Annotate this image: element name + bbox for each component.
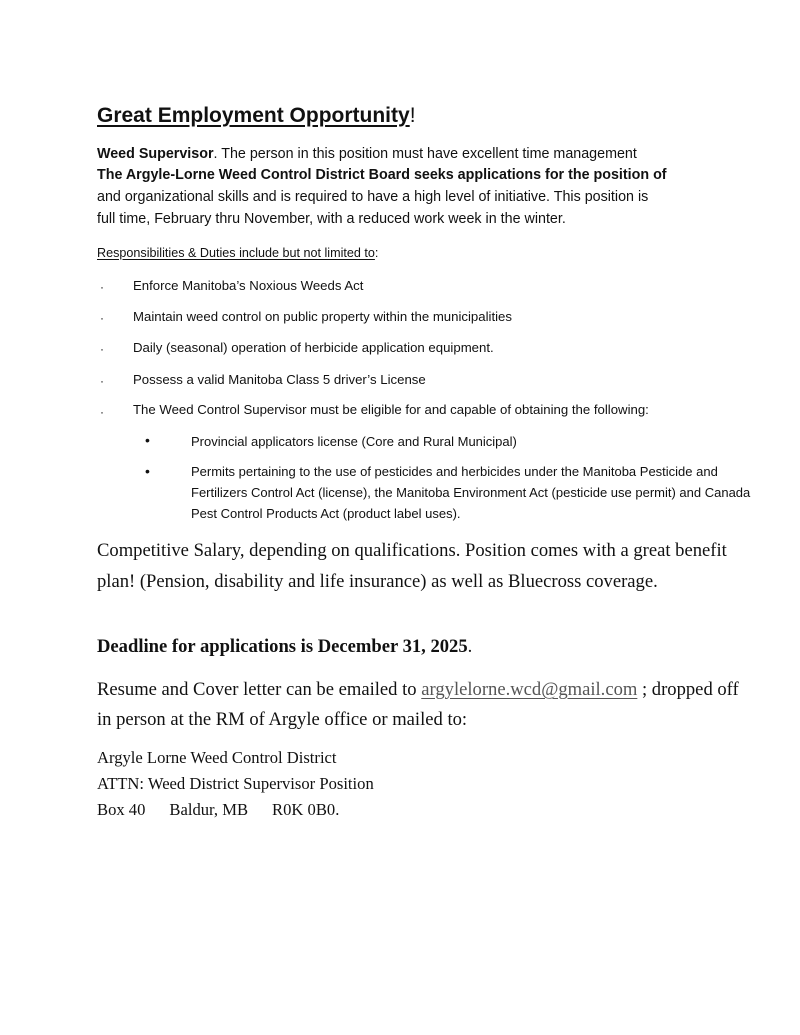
deadline-text: Deadline for applications is December 31, 2025: [97, 636, 468, 657]
bullet-icon: ·: [100, 280, 104, 294]
license-item: Provincial applicators license (Core and Rural Municipal): [191, 434, 517, 449]
duty-item: Enforce Manitoba’s Noxious Weeds Act: [133, 278, 364, 293]
bullet-icon: ·: [100, 342, 104, 356]
bullet-icon: ·: [100, 311, 104, 325]
responsibilities-heading: [97, 246, 378, 260]
duty-item: The Weed Control Supervisor must be eligible for and capable of obtaining the following:: [133, 402, 649, 417]
email-link[interactable]: argylelorne.wcd@gmail.com: [421, 679, 638, 700]
page-title: [97, 104, 416, 128]
intro-line-1-text: . The person in this position must have excellent time management: [213, 146, 637, 162]
resume-instructions: [97, 675, 747, 735]
title-text: Great Employment Opportunity: [97, 104, 410, 127]
resume-text-before: Resume and Cover letter can be emailed to: [97, 679, 422, 700]
duty-item: Possess a valid Manitoba Class 5 driver’s License: [133, 372, 426, 387]
address-line-3: [97, 800, 339, 820]
position-name: Weed Supervisor: [97, 146, 214, 162]
responsibilities-heading-text: Responsibilities & Duties include but not limited to: [97, 246, 375, 260]
sub-bullet-icon: •: [145, 463, 150, 479]
responsibilities-heading-colon: :: [374, 246, 379, 260]
address-line-2: ATTN: Weed District Supervisor Position: [97, 774, 374, 793]
address-line-1: Argyle Lorne Weed Control District: [97, 748, 337, 767]
address-postal: R0K 0B0.: [272, 800, 340, 819]
bullet-icon: ·: [100, 374, 104, 388]
permit-item: Permits pertaining to the use of pesticides and herbicides under the Manitoba Pesticide and Fertilizers Control Act (license), the Manitoba Environment Act (pesticide use permit) and Canada Pest Control Products Act (product label uses).: [191, 464, 751, 521]
duty-item: Maintain weed control on public property within the municipalities: [133, 309, 512, 324]
salary-paragraph: Competitive Salary, depending on qualifications. Position comes with a great benefit plan! (Pension, disability and life insurance) as well as Bluecross coverage.: [97, 540, 727, 592]
address-box: Box 40: [97, 800, 146, 819]
intro-line-4: full time, February thru November, with a reduced work week in the winter.: [97, 211, 566, 227]
duty-item: Daily (seasonal) operation of herbicide application equipment.: [133, 340, 494, 355]
bullet-icon: ·: [100, 405, 104, 419]
sub-bullet-icon: •: [145, 432, 150, 448]
address-town: Baldur, MB: [169, 800, 249, 819]
intro-line-3: and organizational skills and is required to have a high level of initiative. This position is: [97, 189, 649, 205]
intro-line-2: The Argyle-Lorne Weed Control District Board seeks applications for the position of: [97, 167, 667, 183]
intro-line-1: [97, 146, 637, 162]
title-exclamation: !: [409, 104, 416, 127]
deadline-notice: [97, 636, 472, 658]
deadline-period: .: [467, 636, 473, 657]
resume-text-after: ; dropped off in person at the RM of Argyle office or mailed to:: [97, 679, 739, 730]
